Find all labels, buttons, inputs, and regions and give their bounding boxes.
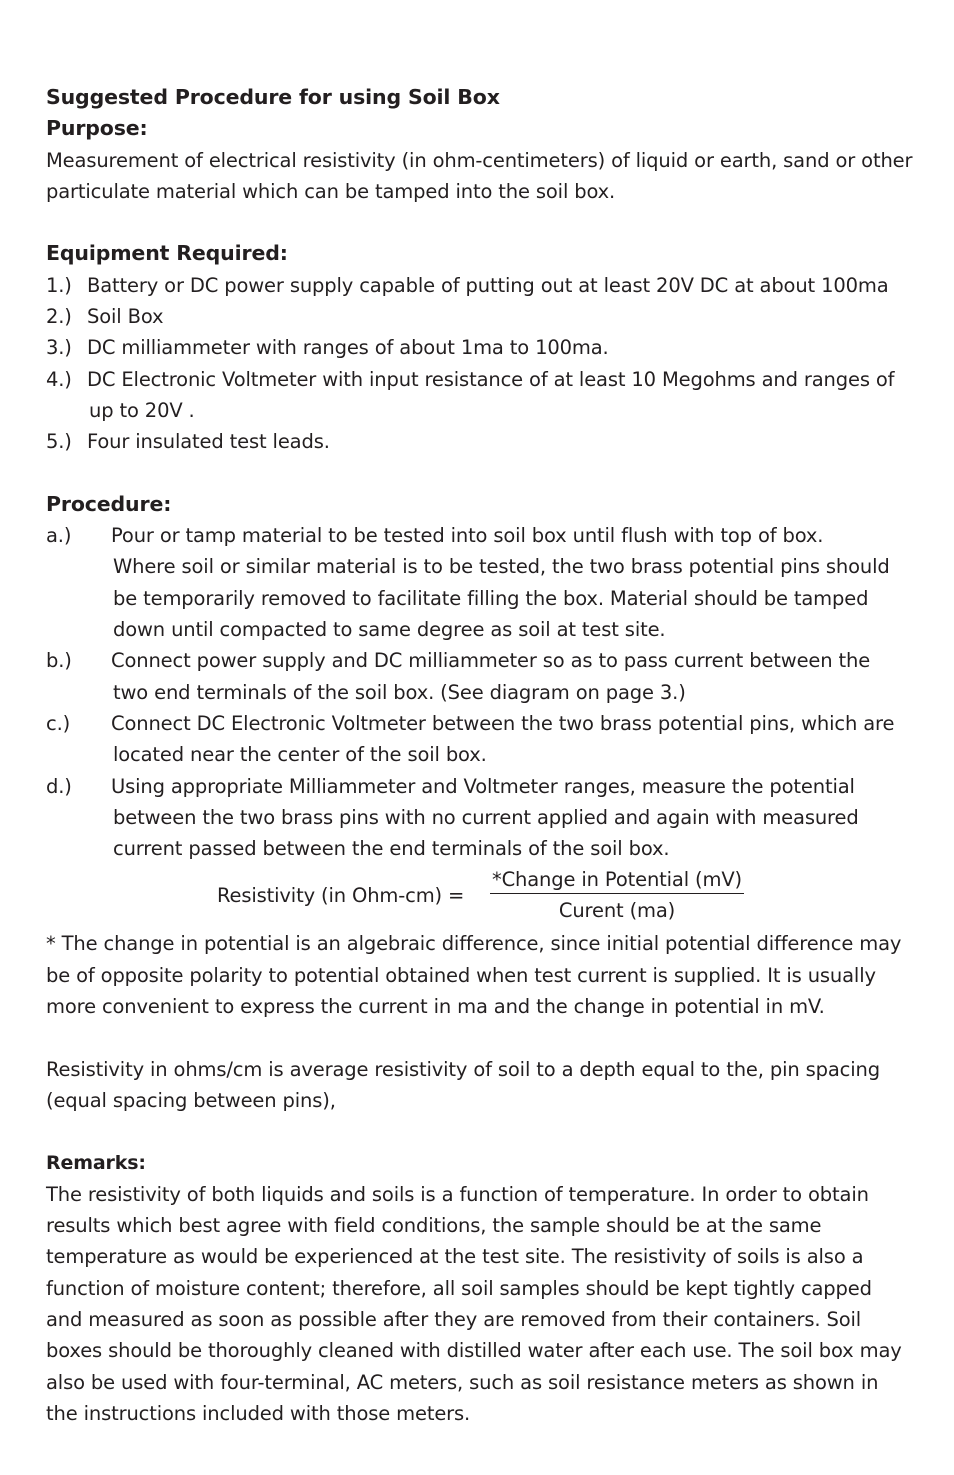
footnote-line: * The change in potential is an algebraic difference, since initial potential difference may: [46, 932, 902, 956]
procedure-step: [46, 520, 916, 551]
resistivity-note-line: (equal spacing between pins),: [46, 1088, 336, 1112]
remarks-line: the instructions included with those meters.: [46, 1401, 471, 1425]
procedure-step-text: Using appropriate Milliammeter and Voltmeter ranges, measure the potential: [111, 774, 855, 798]
procedure-step-continuation: two end terminals of the soil box. (See diagram on page 3.): [113, 680, 686, 704]
equipment-item-number: 3.): [46, 336, 72, 360]
resistivity-note-paragraph: [46, 1054, 916, 1117]
procedure-step-text: Connect power supply and DC milliammeter so as to pass current between the: [111, 649, 871, 673]
remarks-line: The resistivity of both liquids and soils is a function of temperature. In order to obtain: [46, 1182, 869, 1206]
formula-lhs: Resistivity (in Ohm-cm) =: [217, 884, 465, 908]
procedure-step-text: Pour or tamp material to be tested into soil box until flush with top of box.: [111, 524, 824, 548]
formula-numerator: *Change in Potential (mV): [490, 864, 744, 894]
procedure-step-label: a.): [46, 524, 72, 548]
equipment-item-text: Four insulated test leads.: [87, 430, 330, 454]
procedure-step-label: b.): [46, 649, 72, 673]
procedure-step-continuation: between the two brass pins with no current applied and again with measured: [113, 805, 859, 829]
remarks-line: results which best agree with field conditions, the sample should be at the same: [46, 1214, 822, 1238]
equipment-item-text: Soil Box: [87, 305, 164, 329]
remarks-paragraph: [46, 1179, 916, 1429]
equipment-heading: Equipment Required:: [46, 241, 288, 266]
purpose-line: particulate material which can be tamped into the soil box.: [46, 179, 616, 203]
formula-denominator: Curent (ma): [558, 899, 676, 923]
resistivity-note-line: Resistivity in ohms/cm is average resistivity of soil to a depth equal to the, pin spacing: [46, 1057, 880, 1081]
purpose-line: Measurement of electrical resistivity (in ohm-centimeters) of liquid or earth, sand or other: [46, 148, 913, 172]
document-page: [46, 82, 916, 1429]
equipment-item-number: 1.): [46, 273, 72, 297]
equipment-item-number: 5.): [46, 430, 72, 454]
equipment-item-number: 4.): [46, 367, 72, 391]
document-title: Suggested Procedure for using Soil Box: [46, 85, 500, 109]
procedure-step-continuation: located near the center of the soil box.: [113, 743, 487, 767]
resistivity-formula: [46, 864, 916, 928]
procedure-step: [46, 771, 916, 802]
equipment-item: [46, 426, 916, 457]
remarks-line: and measured as soon as possible after they are removed from their containers. Soil: [46, 1307, 862, 1331]
procedure-step-continuation: be temporarily removed to facilitate filling the box. Material should be tamped: [113, 586, 869, 610]
procedure-heading: Procedure:: [46, 491, 172, 516]
equipment-list: [46, 270, 916, 458]
remarks-heading: Remarks:: [46, 1151, 146, 1174]
equipment-item: [46, 301, 916, 332]
procedure-step-label: c.): [46, 711, 71, 735]
procedure-list: [46, 520, 916, 864]
procedure-step-text: Connect DC Electronic Voltmeter between the two brass potential pins, which are: [111, 711, 895, 735]
equipment-item: [46, 364, 916, 395]
procedure-step-continuation: down until compacted to same degree as soil at test site.: [113, 618, 666, 642]
remarks-line: also be used with four-terminal, AC meters, such as soil resistance meters as shown in: [46, 1370, 879, 1394]
equipment-item-text: Battery or DC power supply capable of putting out at least 20V DC at about 100ma: [87, 273, 889, 297]
procedure-step-continuation: Where soil or similar material is to be tested, the two brass potential pins should: [113, 555, 890, 579]
remarks-line: function of moisture content; therefore, all soil samples should be kept tightly capped: [46, 1276, 872, 1300]
equipment-item: [46, 270, 916, 301]
footnote-paragraph: [46, 928, 916, 1022]
purpose-heading: Purpose:: [46, 116, 148, 141]
purpose-paragraph: [46, 145, 916, 208]
footnote-line: be of opposite polarity to potential obtained when test current is supplied. It is usually: [46, 963, 876, 987]
procedure-step: [46, 645, 916, 676]
equipment-item-text: DC milliammeter with ranges of about 1ma to 100ma.: [87, 336, 609, 360]
remarks-line: temperature as would be experienced at the test site. The resistivity of soils is also a: [46, 1245, 864, 1269]
procedure-step-continuation: current passed between the end terminals of the soil box.: [113, 837, 670, 861]
equipment-item-text: DC Electronic Voltmeter with input resistance of at least 10 Megohms and ranges of: [87, 367, 895, 391]
procedure-step: [46, 708, 916, 739]
equipment-item: [46, 332, 916, 363]
equipment-item-number: 2.): [46, 305, 72, 329]
equipment-item-continuation: up to 20V .: [89, 398, 195, 422]
remarks-line: boxes should be thoroughly cleaned with distilled water after each use. The soil box may: [46, 1339, 902, 1363]
procedure-step-label: d.): [46, 774, 72, 798]
footnote-line: more convenient to express the current in ma and the change in potential in mV.: [46, 995, 825, 1019]
